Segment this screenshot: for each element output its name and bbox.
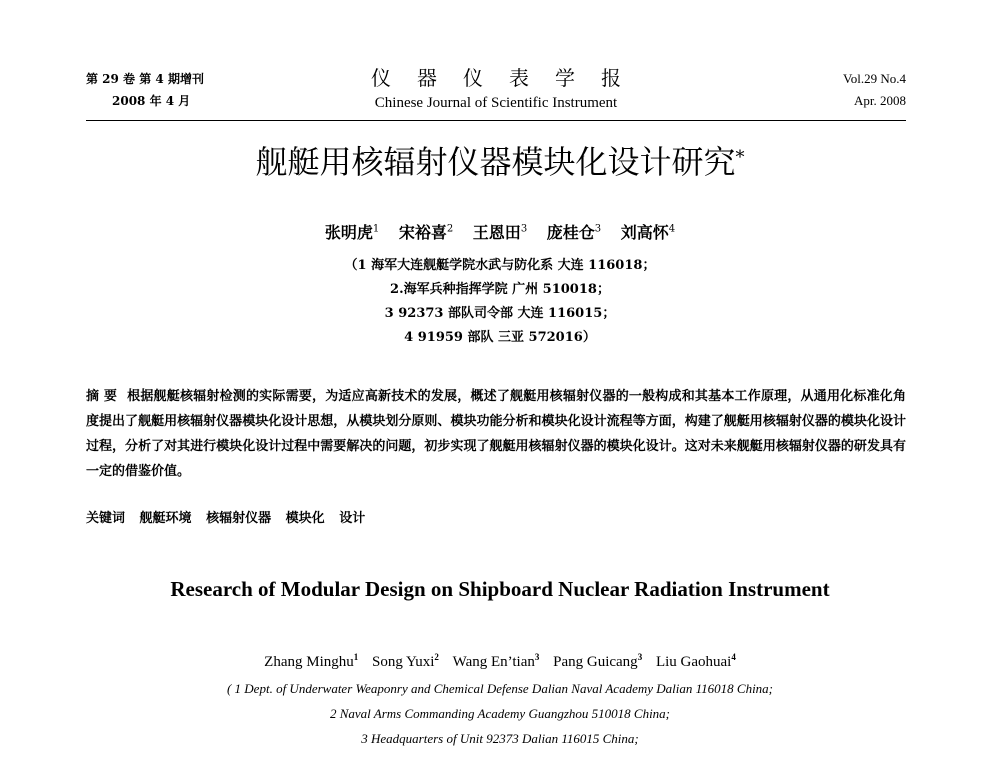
paper-title-en: Research of Modular Design on Shipboard Nuclear Radiation Instrument [170,577,830,601]
journal-name-cn: 仪器仪表学报 [371,66,647,90]
affiliation-cn-2: 2.海军兵种指挥学院 广州 510018； [390,282,610,297]
affiliation-cn-4: 4 91959 部队 三亚 572016） [404,330,596,345]
abstract-text: 根据舰艇核辐射检测的实际需要，为适应高新技术的发展，概述了舰艇用核辐射仪器的一般构成和其基本工作原理，从通用化标准化角度提出了舰艇用核辐射仪器模块化设计思想，从模块划分原则、模块功能分析和模块化设计流程等方面，构建了舰艇用核辐射仪器的模块化设计过程，分析了对其进行模块化设计过程中需要解决的问题，初步实现了舰艇用核辐射仪器的模块化设计。这对未来舰艇用核辐射仪器的研发具有一定的借鉴价值。 [86,389,906,479]
author-en [553,654,642,670]
keyword: 设计 [339,511,366,526]
author-affil-mark: 3 [637,652,643,662]
volume-cn: 第 29 卷 第 4 期增刊 [86,72,204,86]
author-affil-mark: 3 [594,224,602,235]
keyword: 核辐射仪器 [206,511,272,526]
author-cn [473,223,527,242]
abstract-cn [86,384,906,484]
header-right [843,68,906,112]
author-affil-mark: 1 [353,652,359,662]
author-affil-mark: 3 [534,652,540,662]
author-name: 宋裕喜 [398,223,447,243]
title-cn-text: 舰艇用核辐射仪器模块化设计研究 [255,143,736,181]
author-name: Liu Gaohuai [655,654,732,670]
author-en [656,654,736,670]
author-list-cn [0,219,1000,244]
affiliations-cn [0,254,1000,350]
author-cn [547,223,601,242]
author-affil-mark: 4 [731,652,736,662]
affiliation-cn-3: 3 92373 部队司令部 大连 116015； [384,306,616,321]
paper-title-cn [0,140,1000,184]
journal-name [296,64,696,114]
author-affil-mark: 2 [434,652,439,662]
author-name: 张明虎 [324,223,373,243]
keywords-cn [86,508,906,530]
author-name: Song Yuxi [371,654,435,670]
header-left [86,68,204,112]
author-affil-mark: 1 [372,224,380,235]
journal-name-en: Chinese Journal of Scientific Instrument [374,95,618,111]
keyword: 模块化 [285,511,325,526]
author-affil-mark: 2 [446,224,454,235]
affiliation-cn-1: （1 海军大连舰艇学院水武与防化系 大连 116018； [344,258,656,273]
author-name: 庞桂仓 [546,223,595,243]
abstract-label: 摘 要 [86,389,118,404]
date-cn: 2008 年 4 月 [112,94,191,108]
author-name: 刘高怀 [620,223,669,243]
affiliation-en-1: ( 1 Dept. of Underwater Weaponry and Chemical Defense Dalian Naval Academy Dalian 116018 China; [226,681,774,696]
author-name: Wang En’tian [452,654,535,670]
author-en [264,654,358,670]
author-cn [399,223,453,242]
author-name: 王恩田 [472,223,521,243]
author-en [372,654,439,670]
date-en: Apr. 2008 [854,93,906,108]
author-affil-mark: 4 [668,224,676,235]
keyword: 舰艇环境 [139,511,192,526]
author-affil-mark: 3 [520,224,528,235]
author-list-en [0,646,1000,673]
affiliation-en-3: 3 Headquarters of Unit 92373 Dalian 116015 China; [361,731,639,746]
author-name: Pang Guicang [553,654,638,670]
running-header [86,68,906,121]
keywords-label: 关键词 [86,511,126,526]
author-cn [325,223,379,242]
author-cn [621,223,675,242]
author-en [453,654,540,670]
author-name: Zhang Minghu [264,654,354,670]
affiliation-en-2: 2 Naval Arms Commanding Academy Guangzhou 510018 China; [329,706,671,721]
volume-en: Vol.29 No.4 [843,71,906,86]
affiliations-en [0,676,1000,751]
title-footnote-mark: * [735,147,745,168]
